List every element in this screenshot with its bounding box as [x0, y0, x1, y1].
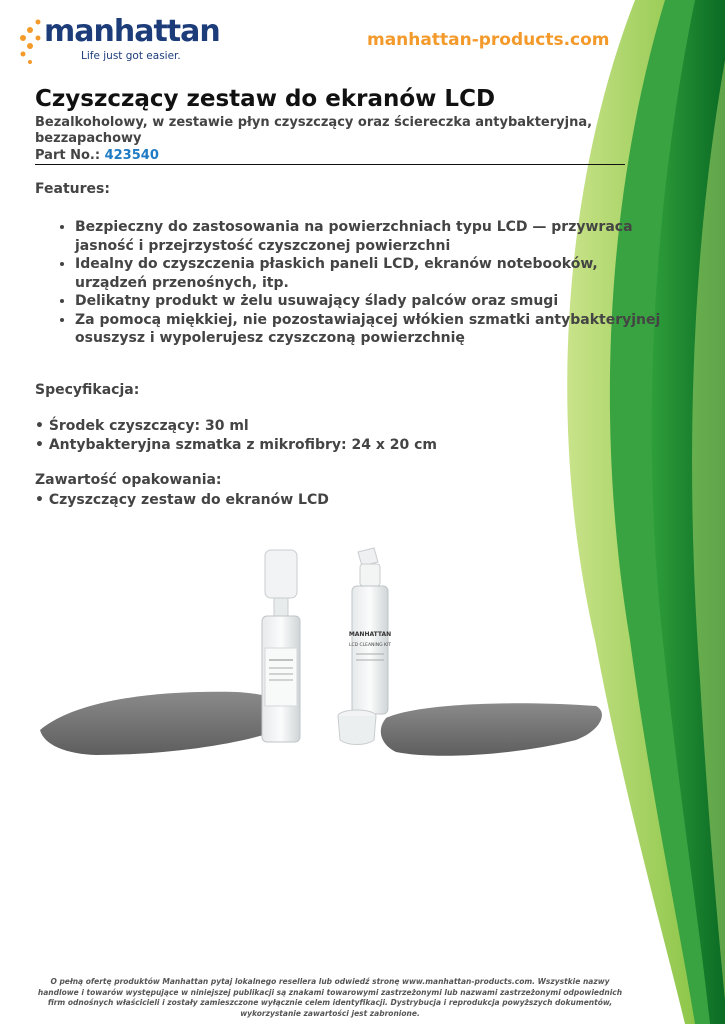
part-number-value: 423540: [104, 148, 159, 163]
product-title: Czyszczący zestaw do ekranów LCD: [35, 86, 496, 112]
bottle-cap: [338, 710, 376, 745]
package-list: [35, 491, 595, 510]
product-image: [36, 540, 610, 770]
logo-tagline: Life just got easier.: [81, 50, 181, 62]
site-url-link[interactable]: manhattan-products.com: [367, 30, 610, 50]
package-item: • Czyszczący zestaw do ekranów LCD: [35, 492, 329, 508]
package-heading: Zawartość opakowania:: [35, 472, 222, 488]
specs-heading: Specyfikacja:: [35, 382, 140, 398]
spec-item: • Środek czyszczący: 30 ml: [35, 418, 249, 434]
green-swoosh-decoration: [555, 0, 725, 1024]
features-list: [35, 218, 670, 348]
spec-item: • Antybakteryjna szmatka z mikrofibry: 24 x 20 cm: [35, 437, 438, 453]
manhattan-logo: [18, 14, 218, 70]
microfiber-cloth-right: [381, 703, 602, 755]
footer-disclaimer: O pełną ofertę produktów Manhattan pytaj lokalnego resellera lub odwiedź stronę www.manhattan-products.com. Wszystkie nazwy handlowe i towarów występujące w niniejszej publikacji są znakami towarowymi zastrzeżonymi lub nazwami zastrzeżonymi odpowiednich firm odnośnych właścicieli i zostały zamieszczone wyłącznie celem identyfikacji. Dystrybucja i reprodukcja powyższych dokumentów, wykorzystanie zawartości jest zabronione.: [37, 977, 623, 1018]
specs-list: [35, 417, 595, 455]
feature-item: • Idealny do czyszczenia płaskich paneli LCD, ekranów notebooków, urządzeń przenośnych, itp.: [75, 255, 670, 292]
bottle-label-text: LCD CLEANING KIT: [348, 643, 392, 648]
spray-bottle-left: [262, 550, 300, 742]
spray-bottle-right: [349, 548, 391, 714]
part-number: [35, 148, 159, 163]
feature-item: • Za pomocą miękkiej, nie pozostawiającej włókien szmatki antybakteryjnej osuszysz i wypolerujesz czyszczoną powierzchnię: [75, 311, 670, 348]
header-divider: [35, 164, 625, 165]
product-subtitle: Bezalkoholowy, w zestawie płyn czyszczący oraz ściereczka antybakteryjna, bezzapachowy: [35, 115, 593, 146]
logo-wordmark: manhattan: [44, 14, 220, 49]
microfiber-cloth-left: [40, 692, 298, 755]
feature-item: • Bezpieczny do zastosowania na powierzchniach typu LCD — przywraca jasność i przejrzystość czyszczonej powierzchni: [75, 218, 670, 255]
features-heading: Features:: [35, 181, 110, 197]
feature-item: • Delikatny produkt w żelu usuwający ślady palców oraz smugi: [75, 292, 670, 311]
part-number-label: Part No.:: [35, 148, 101, 163]
bottle-brand-text: MANHATTAN: [348, 631, 392, 638]
